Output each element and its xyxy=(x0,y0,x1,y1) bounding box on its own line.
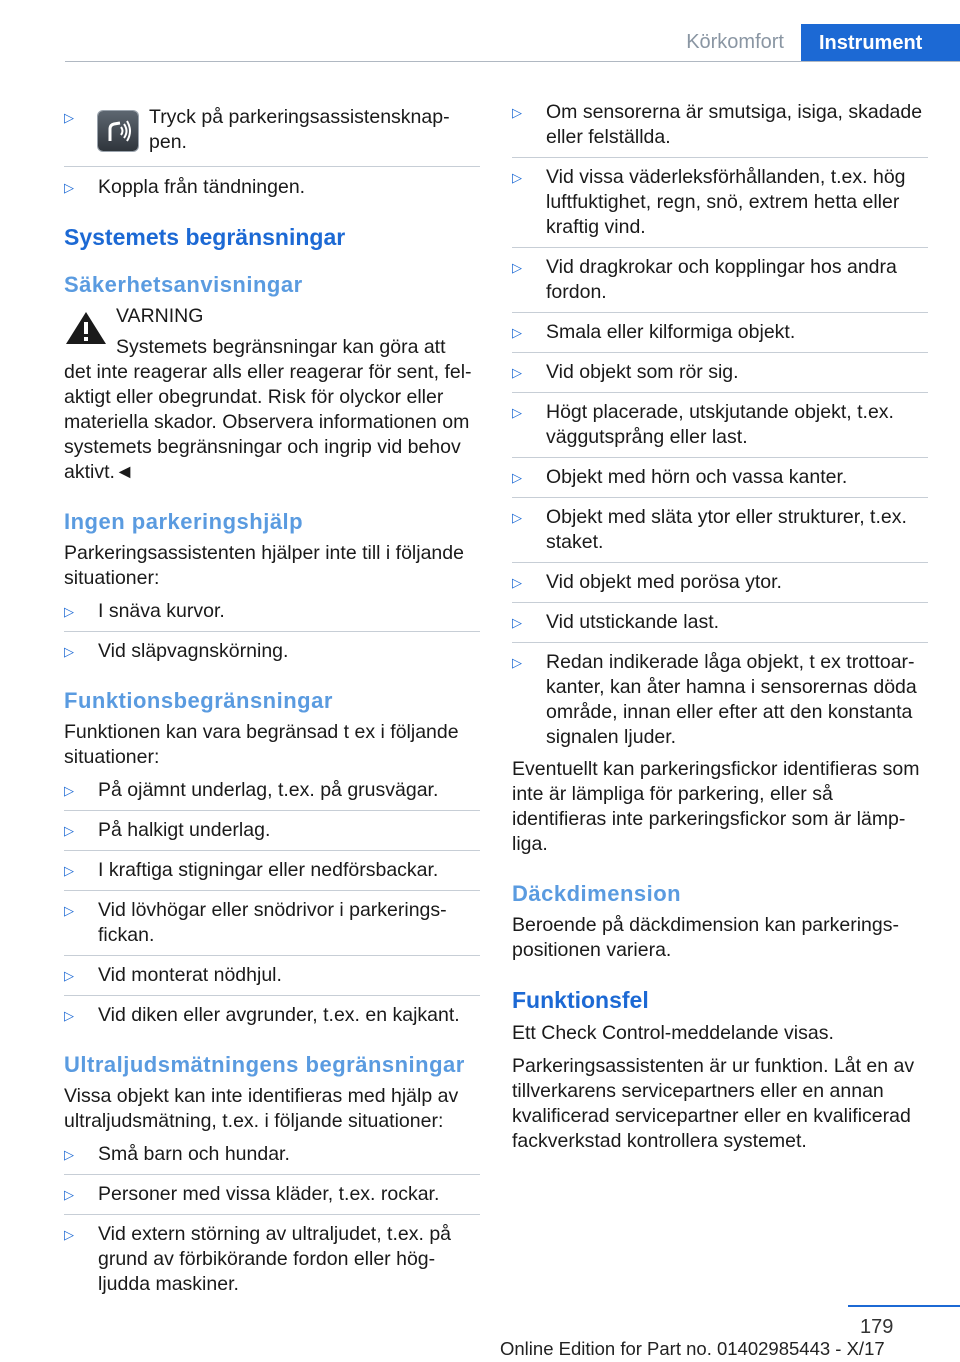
footer-rule xyxy=(848,1305,960,1307)
list-item-text: Små barn och hundar. xyxy=(98,1143,290,1165)
list-item xyxy=(512,505,928,555)
list-item-text: Vid vissa väderleksförhållanden, t.ex. hög luftfuktighet, regn, snö, extrem hetta eller kraftig vind. xyxy=(546,166,906,238)
bullet-triangle-icon: ▷ xyxy=(64,903,74,918)
list-item-text: På ojämnt underlag, t.ex. på grusvägar. xyxy=(98,779,439,801)
list-item-text: Vid dragkrokar och kopplingar hos andra fordon. xyxy=(546,256,897,303)
divider xyxy=(64,955,480,956)
parking-assistant-icon xyxy=(98,111,138,151)
bullet-triangle-icon: ▷ xyxy=(512,260,522,275)
list-item xyxy=(64,1222,480,1297)
list-item-text: På halkigt underlag. xyxy=(98,819,271,841)
warning-text: det inte reagerar alls eller reagerar för sent, fel-aktigt eller obegrundat. Risk för olyckor eller materiella skador. Observera informationen om systemets begränsningar och ingrip vid behov aktivt.◄ xyxy=(64,361,472,483)
list-item-text: Vid objekt som rör sig. xyxy=(546,361,739,383)
bullet-triangle-icon: ▷ xyxy=(512,325,522,340)
bullet-triangle-icon: ▷ xyxy=(64,1008,74,1023)
page-header xyxy=(65,24,960,62)
list-item-text: Vid diken eller avgrunder, t.ex. en kajkant. xyxy=(98,1004,460,1026)
list-item xyxy=(512,320,928,345)
list-item xyxy=(64,639,480,664)
page-number: 179 xyxy=(860,1316,894,1338)
paragraph: Vissa objekt kan inte identifieras med hjälp av ultraljudsmätning, t.ex. i följande situationer: xyxy=(64,1085,459,1132)
list-item-text: Vid extern störning av ultraljudet, t.ex. på grund av förbikörande fordon eller hög-ljudda maskiner. xyxy=(98,1223,452,1295)
list-item xyxy=(64,858,480,883)
divider xyxy=(512,602,928,603)
bullet-triangle-icon: ▷ xyxy=(512,510,522,525)
paragraph: Parkeringsassistenten är ur funktion. Låt en av tillverkarens servicepartners eller en annan kvalificerad servicepartner eller en kvalificerad fackverkstad kontrollera systemet. xyxy=(512,1055,915,1152)
paragraph: Beroende på däckdimension kan parkerings-positionen variera. xyxy=(512,914,899,961)
list-item xyxy=(512,650,928,750)
subsection-heading: Ultraljudsmätningens begränsningar xyxy=(64,1052,465,1077)
warning-text: Systemets begränsningar kan göra att xyxy=(116,336,446,358)
bullet-triangle-icon: ▷ xyxy=(512,575,522,590)
divider xyxy=(512,457,928,458)
paragraph: Ett Check Control-meddelande visas. xyxy=(512,1022,834,1044)
section-heading: Funktionsfel xyxy=(512,987,649,1013)
bullet-triangle-icon: ▷ xyxy=(64,783,74,798)
section-heading: Systemets begränsningar xyxy=(64,224,346,250)
warning-block xyxy=(64,304,480,485)
bullet-triangle-icon: ▷ xyxy=(512,655,522,670)
list-item xyxy=(512,570,928,595)
edition-line: Online Edition for Part no. 01402985443 - X/17 xyxy=(500,1338,885,1359)
bullet-triangle-icon: ▷ xyxy=(64,180,74,195)
warning-triangle-icon xyxy=(64,310,108,346)
subsection-heading: Däckdimension xyxy=(512,881,682,906)
list-item xyxy=(512,610,928,635)
list-item-text: Vid utstickande last. xyxy=(546,611,720,633)
divider xyxy=(512,392,928,393)
list-item xyxy=(64,778,480,803)
warning-title: VARNING xyxy=(116,305,204,327)
divider xyxy=(64,631,480,632)
divider xyxy=(512,247,928,248)
bullet-triangle-icon: ▷ xyxy=(64,1187,74,1202)
subsection-heading: Säkerhetsanvisningar xyxy=(64,272,303,297)
list-item xyxy=(64,1142,480,1167)
list-item-text: Om sensorerna är smutsiga, isiga, skadade eller felställda. xyxy=(546,101,923,148)
subsection-heading: Ingen parkeringshjälp xyxy=(64,509,304,534)
bullet-triangle-icon: ▷ xyxy=(512,615,522,630)
divider xyxy=(512,497,928,498)
divider xyxy=(64,810,480,811)
list-item-text: Personer med vissa kläder, t.ex. rockar. xyxy=(98,1183,440,1205)
list-item-text: Objekt med släta ytor eller strukturer, t.ex. staket. xyxy=(546,506,907,553)
bullet-triangle-icon: ▷ xyxy=(512,405,522,420)
section-tab: Körkomfort xyxy=(686,31,784,53)
list-item xyxy=(512,255,928,305)
list-item xyxy=(512,360,928,385)
header-rule xyxy=(65,61,960,62)
paragraph: Funktionen kan vara begränsad t ex i följande situationer: xyxy=(64,721,459,768)
list-item-text: Objekt med hörn och vassa kanter. xyxy=(546,466,848,488)
list-item xyxy=(64,898,480,948)
list-item xyxy=(64,105,480,159)
list-item xyxy=(512,100,928,150)
bullet-triangle-icon: ▷ xyxy=(64,863,74,878)
bullet-triangle-icon: ▷ xyxy=(64,1227,74,1242)
divider xyxy=(64,1174,480,1175)
list-item xyxy=(64,818,480,843)
divider xyxy=(512,642,928,643)
bullet-triangle-icon: ▷ xyxy=(64,110,74,125)
list-item-text: I kraftiga stigningar eller nedförsbackar. xyxy=(98,859,439,881)
list-item-text: I snäva kurvor. xyxy=(98,600,225,622)
list-item xyxy=(512,400,928,450)
divider xyxy=(512,562,928,563)
list-item xyxy=(64,963,480,988)
bullet-triangle-icon: ▷ xyxy=(64,604,74,619)
divider xyxy=(512,312,928,313)
subsection-heading: Funktionsbegränsningar xyxy=(64,688,333,713)
divider xyxy=(512,352,928,353)
list-item xyxy=(64,1003,480,1028)
divider xyxy=(64,890,480,891)
list-item xyxy=(512,165,928,240)
divider xyxy=(64,995,480,996)
bullet-triangle-icon: ▷ xyxy=(64,968,74,983)
divider xyxy=(64,1214,480,1215)
list-item-text: Redan indikerade låga objekt, t ex trottoar-kanter, kan åter hamna i sensorernas döda område, innan eller efter att den konstanta signalen ljuder. xyxy=(546,651,917,748)
list-item-text: Tryck på parkeringsassistensknap-pen. xyxy=(149,106,450,153)
list-item xyxy=(64,599,480,624)
paragraph: Eventuellt kan parkeringsfickor identifieras som inte är lämpliga för parkering, eller så identifieras inte parkeringsfickor som är lämp-liga. xyxy=(512,758,920,855)
list-item-text: Smala eller kilformiga objekt. xyxy=(546,321,796,343)
bullet-triangle-icon: ▷ xyxy=(512,470,522,485)
list-item xyxy=(512,465,928,490)
bullet-triangle-icon: ▷ xyxy=(64,644,74,659)
list-item-text: Vid lövhögar eller snödrivor i parkerings-fickan. xyxy=(98,899,447,946)
bullet-triangle-icon: ▷ xyxy=(64,1147,74,1162)
list-item-text: Koppla från tändningen. xyxy=(98,176,306,198)
left-column xyxy=(64,100,480,1304)
list-item-text: Vid släpvagnskörning. xyxy=(98,640,289,662)
bullet-triangle-icon: ▷ xyxy=(64,823,74,838)
bullet-triangle-icon: ▷ xyxy=(512,105,522,120)
list-item xyxy=(64,1182,480,1207)
list-item-text: Vid objekt med porösa ytor. xyxy=(546,571,782,593)
list-item-text: Vid monterat nödhjul. xyxy=(98,964,282,986)
paragraph: Parkeringsassistenten hjälper inte till i följande situationer: xyxy=(64,542,464,589)
chapter-tab: Instrument xyxy=(801,24,960,62)
divider xyxy=(512,157,928,158)
bullet-triangle-icon: ▷ xyxy=(512,365,522,380)
list-item-text: Högt placerade, utskjutande objekt, t.ex. väggutsprång eller last. xyxy=(546,401,894,448)
divider xyxy=(64,166,480,167)
right-column xyxy=(512,100,928,1162)
divider xyxy=(64,850,480,851)
bullet-triangle-icon: ▷ xyxy=(512,170,522,185)
list-item xyxy=(64,175,480,200)
